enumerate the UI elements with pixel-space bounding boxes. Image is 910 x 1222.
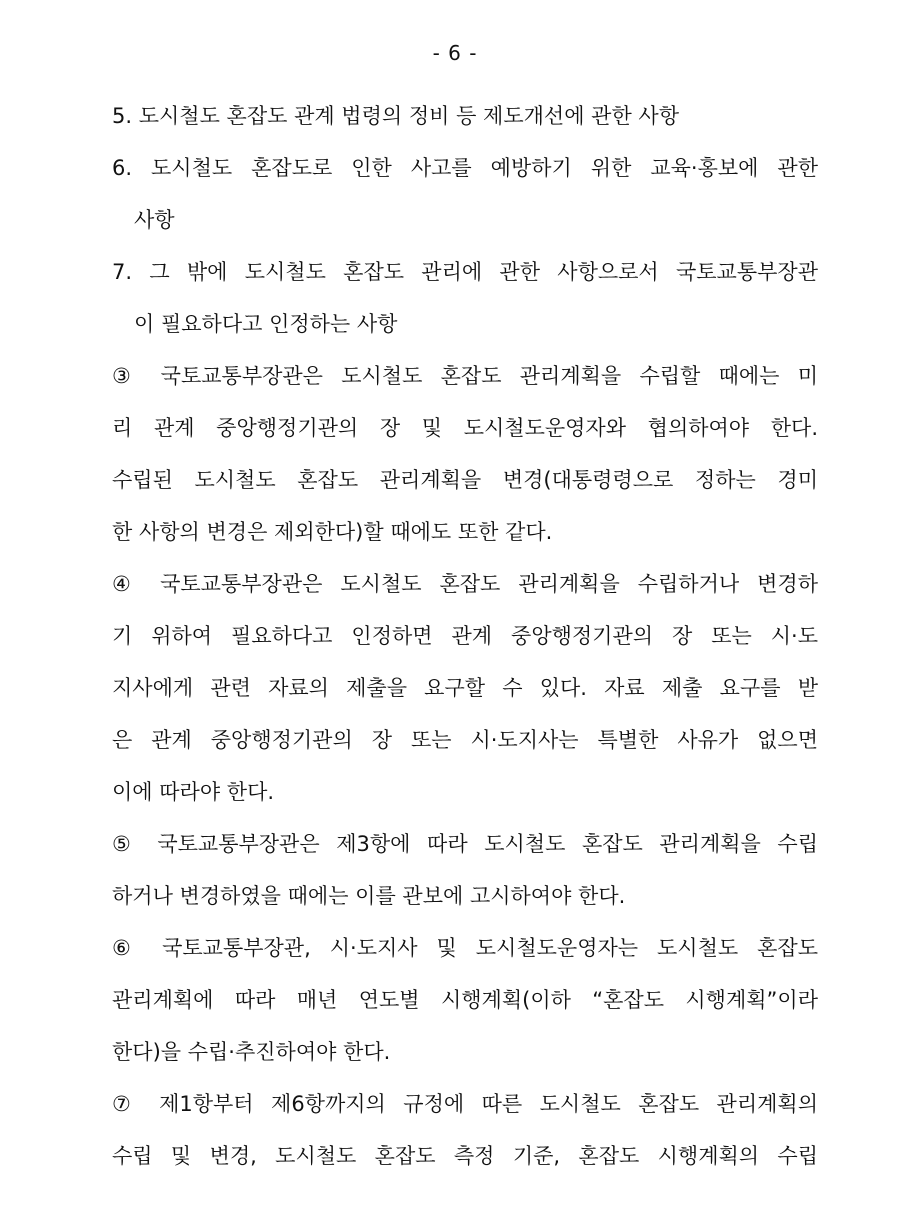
- text-line: 수립된 도시철도 혼잡도 관리계획을 변경(대통령령으로 정하는 경미: [112, 468, 818, 492]
- text-line: 이 필요하다고 인정하는 사항: [134, 312, 398, 336]
- text-line: 수립 및 변경, 도시철도 혼잡도 측정 기준, 혼잡도 시행계획의 수립: [112, 1144, 818, 1168]
- text-line: 지사에게 관련 자료의 제출을 요구할 수 있다. 자료 제출 요구를 받: [112, 676, 818, 700]
- text-line: 7. 그 밖에 도시철도 혼잡도 관리에 관한 사항으로서 국토교통부장관: [112, 260, 818, 284]
- text-line: 기 위하여 필요하다고 인정하면 관계 중앙행정기관의 장 또는 시·도: [112, 624, 818, 648]
- text-line: 관리계획에 따라 매년 연도별 시행계획(이하 “혼잡도 시행계획”이라: [112, 988, 818, 1012]
- text-line: 6. 도시철도 혼잡도로 인한 사고를 예방하기 위한 교육·홍보에 관한: [112, 156, 818, 180]
- text-line: 5. 도시철도 혼잡도 관계 법령의 정비 등 제도개선에 관한 사항: [112, 104, 679, 128]
- text-line: 사항: [134, 208, 175, 232]
- text-line: ⑥ 국토교통부장관, 시·도지사 및 도시철도운영자는 도시철도 혼잡도: [112, 936, 818, 960]
- text-line: 하거나 변경하였을 때에는 이를 관보에 고시하여야 한다.: [112, 884, 626, 908]
- text-line: 이에 따라야 한다.: [112, 780, 275, 804]
- text-line: ④ 국토교통부장관은 도시철도 혼잡도 관리계획을 수립하거나 변경하: [112, 572, 818, 596]
- text-line: 리 관계 중앙행정기관의 장 및 도시철도운영자와 협의하여야 한다.: [112, 416, 818, 440]
- text-line: 한 사항의 변경은 제외한다)할 때에도 또한 같다.: [112, 520, 553, 544]
- text-line: ⑦ 제1항부터 제6항까지의 규정에 따른 도시철도 혼잡도 관리계획의: [112, 1092, 818, 1116]
- text-line: ⑤ 국토교통부장관은 제3항에 따라 도시철도 혼잡도 관리계획을 수립: [112, 832, 818, 856]
- text-line: 은 관계 중앙행정기관의 장 또는 시·도지사는 특별한 사유가 없으면: [112, 728, 818, 752]
- text-line: 한다)을 수립·추진하여야 한다.: [112, 1040, 391, 1064]
- text-line: ③ 국토교통부장관은 도시철도 혼잡도 관리계획을 수립할 때에는 미: [112, 364, 818, 388]
- document-body: [112, 90, 818, 1182]
- page-number: - 6 -: [432, 41, 478, 65]
